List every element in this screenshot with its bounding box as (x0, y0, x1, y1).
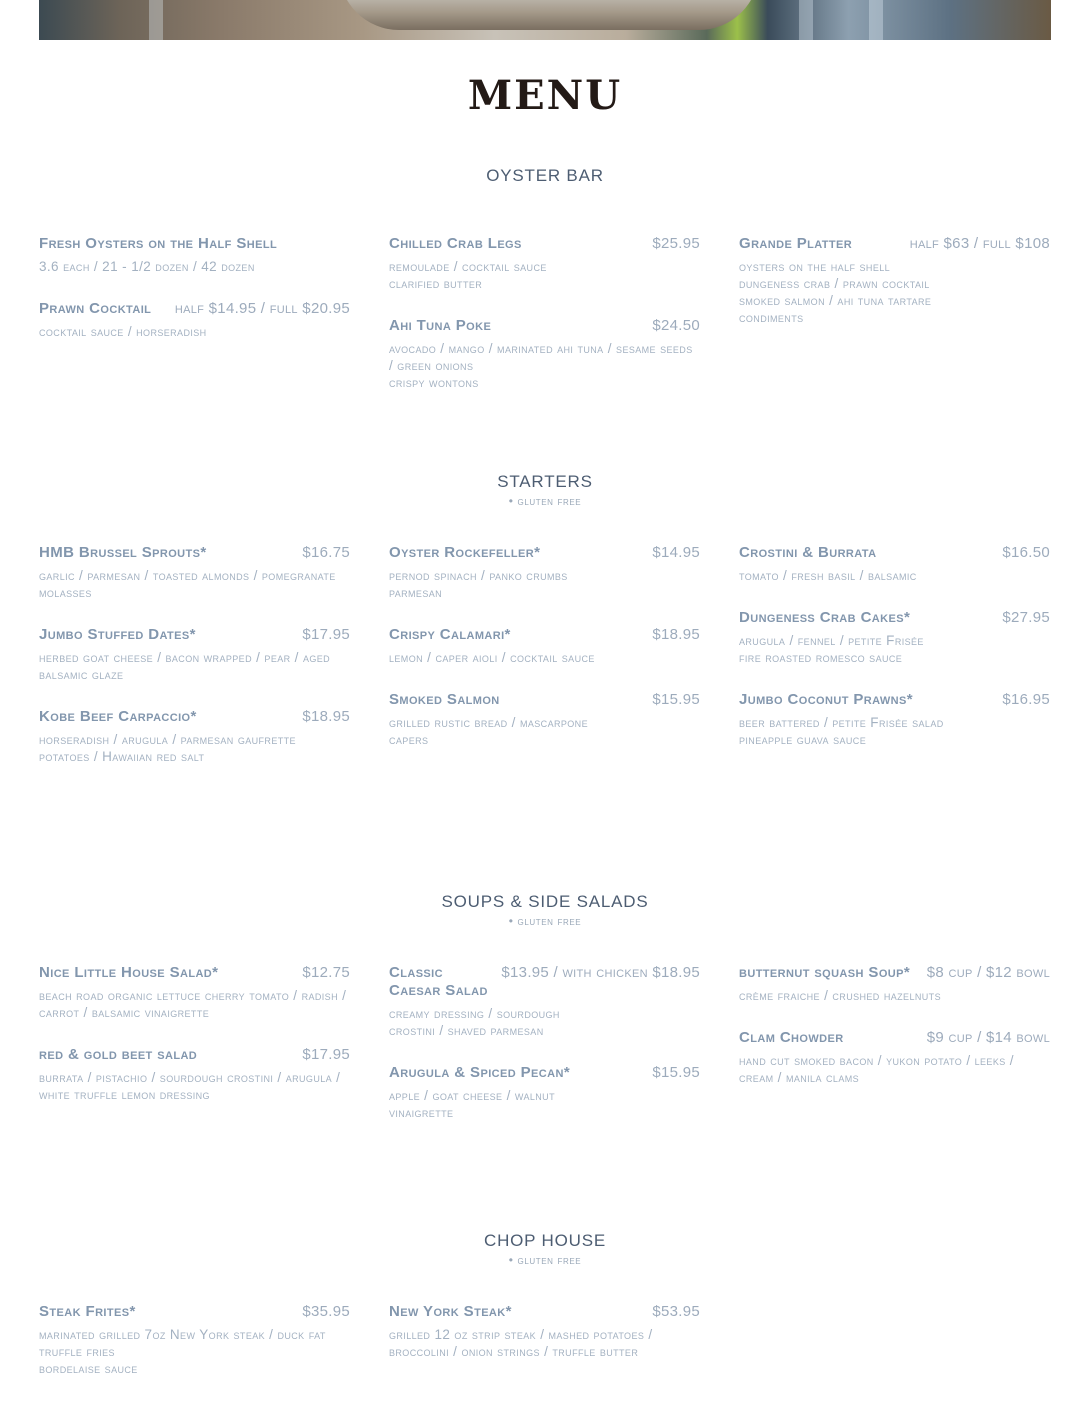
glass-shape (149, 0, 163, 40)
menu-item (389, 691, 700, 748)
description-line: crème fraiche / crushed hazelnuts (739, 988, 941, 1003)
section-subtitle: • gluten free (508, 1253, 582, 1267)
description-line: garlic / parmesan / toasted almonds / pomegranate molasses (39, 568, 336, 600)
menu-item-name: Oyster Rockefeller* (389, 544, 541, 561)
menu-item-name: Crostini & Burrata (739, 544, 877, 561)
description-line: oysters on the half shell (739, 259, 891, 274)
menu-item (39, 235, 350, 275)
menu-item-price: $16.75 (302, 544, 350, 561)
description-line: fire roasted romesco sauce (739, 650, 903, 665)
menu-section (39, 1231, 1051, 1402)
menu-item-description (389, 1326, 700, 1360)
menu-item-header (39, 964, 350, 982)
menu-item-header (39, 300, 350, 318)
menu-item-name: Nice Little House Salad* (39, 964, 219, 981)
description-line: clarified butter (389, 276, 483, 291)
menu-item-price: $8 cup / $12 bowl (926, 964, 1050, 981)
menu-item-description (739, 1052, 1050, 1086)
menu-item (389, 235, 700, 292)
description-line: lemon / caper aioli / cocktail sauce (389, 650, 595, 665)
description-line: crostini / shaved parmesan (389, 1023, 544, 1038)
menu-column (389, 235, 700, 416)
menu-item-header (389, 626, 700, 644)
menu-item (739, 691, 1050, 748)
menu-item (389, 317, 700, 391)
menu-item-header (739, 964, 1050, 982)
menu-item (39, 544, 350, 601)
section-subtitle: • gluten free (508, 914, 582, 928)
menu-item (39, 626, 350, 683)
menu-item-price: $9 cup / $14 bowl (926, 1029, 1050, 1046)
menu-item-name: Prawn Cocktail (39, 300, 152, 317)
description-line: arugula / fennel / petite Frisée (739, 633, 924, 648)
description-line: pernod spinach / panko crumbs (389, 568, 568, 583)
menu-item-name: Jumbo Stuffed Dates* (39, 626, 196, 643)
menu-item (39, 300, 350, 340)
description-line: apple / goat cheese / walnut (389, 1088, 555, 1103)
menu-item-name: Fresh Oysters on the Half Shell (39, 235, 278, 252)
section-heading: CHOP HOUSE (484, 1231, 606, 1250)
menu-item-description (39, 731, 350, 765)
menu-item-header (739, 691, 1050, 709)
menu-column (39, 235, 350, 416)
menu-item-header (39, 544, 350, 562)
menu-item-description (39, 987, 350, 1021)
section-subtitle: • gluten free (508, 494, 582, 508)
menu-item-name: New York Steak* (389, 1303, 512, 1320)
menu-item-header (389, 691, 700, 709)
menu-item-description (389, 340, 700, 391)
bowl-shape (339, 0, 759, 30)
menu-item-header (389, 317, 700, 335)
description-line: beer battered / petite Frisée salad (739, 715, 944, 730)
menu-item-price: $25.95 (652, 235, 700, 252)
menu-item-name: Clam Chowder (739, 1029, 844, 1046)
menu-item-price: $16.50 (1002, 544, 1050, 561)
description-line: grilled rustic bread / mascarpone (389, 715, 588, 730)
description-line: creamy dressing / sourdough (389, 1006, 560, 1021)
page-title: MENU (467, 72, 623, 119)
menu-item-header (39, 235, 350, 253)
menu-item (39, 1303, 350, 1377)
menu-item-price: $18.95 (652, 626, 700, 643)
description-line: 3.6 each / 21 - 1/2 dozen / 42 dozen (39, 259, 255, 274)
menu-item-description (389, 1087, 700, 1121)
menu-item-name: Classic Caesar Salad (389, 964, 488, 999)
section-heading: STARTERS (497, 472, 593, 491)
menu-item (389, 1303, 700, 1360)
menu-item (739, 235, 1050, 326)
menu-item-name: Ahi Tuna Poke (389, 317, 492, 334)
menu-item-name: Kobe Beef Carpaccio* (39, 708, 197, 725)
menu-item-description (389, 649, 700, 666)
menu-item-price: $17.95 (302, 626, 350, 643)
description-line: remoulade / cocktail sauce (389, 259, 547, 274)
menu-item-description (39, 323, 350, 340)
menu-item-name: butternut squash Soup* (739, 964, 911, 981)
menu-item-price: $13.95 / with chicken $18.95 (501, 964, 700, 981)
menu-item-description (389, 258, 700, 292)
menu-item-header (739, 235, 1050, 253)
menu-column (389, 544, 700, 790)
menu-item-price: $35.95 (302, 1303, 350, 1320)
menu-column (39, 964, 350, 1146)
menu-item-price: half $63 / full $108 (909, 235, 1050, 252)
menu-item (739, 1029, 1050, 1086)
hero-image (39, 0, 1051, 40)
menu-item-header (739, 544, 1050, 562)
menu-item-name: red & gold beet salad (39, 1046, 198, 1063)
menu-item-price: $24.50 (652, 317, 700, 334)
description-line: capers (389, 732, 429, 747)
menu-item-price: $15.95 (652, 691, 700, 708)
menu-item-description (389, 1005, 700, 1039)
menu-item-header (389, 235, 700, 253)
description-line: parmesan (389, 585, 443, 600)
menu-item-description (39, 1069, 350, 1103)
menu-item-header (739, 609, 1050, 627)
menu-column (389, 1303, 700, 1402)
description-line: burrata / pistachio / sourdough crostini / arugula / white truffle lemon dressing (39, 1070, 341, 1102)
menu-item-name: Dungeness Crab Cakes* (739, 609, 911, 626)
menu-item-price: $17.95 (302, 1046, 350, 1063)
menu-item-header (389, 544, 700, 562)
menu-section (39, 166, 1051, 416)
menu-column (739, 1303, 1050, 1402)
menu-section (39, 472, 1051, 790)
description-line: herbed goat cheese / bacon wrapped / pear / aged balsamic glaze (39, 650, 331, 682)
menu-item (739, 609, 1050, 666)
menu-item-header (389, 964, 700, 1000)
menu-item-description (39, 1326, 350, 1377)
menu-item-price: $15.95 (652, 1064, 700, 1081)
section-heading: SOUPS & SIDE SALADS (441, 892, 649, 911)
menu-item (389, 1064, 700, 1121)
menu-item-name: Chilled Crab Legs (389, 235, 522, 252)
menu-column (389, 964, 700, 1146)
menu-columns (39, 544, 1051, 790)
menu-item (739, 964, 1050, 1004)
menu-item-name: Smoked Salmon (389, 691, 500, 708)
menu-item (39, 964, 350, 1021)
menu-item-name: HMB Brussel Sprouts* (39, 544, 207, 561)
glass-shape (869, 0, 883, 40)
description-line: crispy wontons (389, 375, 479, 390)
menu-section (39, 892, 1051, 1146)
description-line: beach road organic lettuce cherry tomato / radish / carrot / balsamic vinaigrette (39, 988, 347, 1020)
menu-item-description (739, 567, 1050, 584)
menu-column (739, 544, 1050, 790)
menu-item-price: $27.95 (1002, 609, 1050, 626)
menu-column (39, 1303, 350, 1402)
description-line: tomato / fresh basil / balsamic (739, 568, 917, 583)
menu-item-header (39, 708, 350, 726)
menu-item-name: Crispy Calamari* (389, 626, 511, 643)
menu-item-name: Jumbo Coconut Prawns* (739, 691, 913, 708)
menu-item (39, 708, 350, 765)
menu-item-header (39, 1046, 350, 1064)
menu-item-price: $18.95 (302, 708, 350, 725)
menu-item (389, 626, 700, 666)
menu-item-description (739, 987, 1050, 1004)
section-heading: OYSTER BAR (486, 166, 604, 185)
menu-item-description (389, 567, 700, 601)
menu-columns (39, 964, 1051, 1146)
menu-item-price: $12.75 (302, 964, 350, 981)
menu-item (39, 1046, 350, 1103)
menu-item-header (39, 1303, 350, 1321)
description-line: bordelaise sauce (39, 1361, 138, 1376)
menu-item-header (389, 1064, 700, 1082)
menu-item-description (739, 714, 1050, 748)
menu-item-header (389, 1303, 700, 1321)
menu-item (739, 544, 1050, 584)
menu-item-name: Arugula & Spiced Pecan* (389, 1064, 571, 1081)
description-line: vinaigrette (389, 1105, 454, 1120)
menu-item-header (739, 1029, 1050, 1047)
description-line: pineapple guava sauce (739, 732, 867, 747)
description-line: smoked salmon / ahi tuna tartare (739, 293, 932, 308)
menu-item-description (39, 258, 350, 275)
menu-item-price: $53.95 (652, 1303, 700, 1320)
description-line: dungeness crab / prawn cocktail (739, 276, 930, 291)
menu-item-price: half $14.95 / full $20.95 (174, 300, 350, 317)
menu-item-description (39, 567, 350, 601)
menu-column (739, 235, 1050, 416)
menu-item (389, 544, 700, 601)
glass-shape (799, 0, 813, 40)
description-line: cocktail sauce / horseradish (39, 324, 207, 339)
menu-item-name: Steak Frites* (39, 1303, 136, 1320)
menu-item-header (39, 626, 350, 644)
menu-item-description (739, 258, 1050, 326)
menu-item-description (39, 649, 350, 683)
description-line: hand cut smoked bacon / yukon potato / leeks / cream / manila clams (739, 1053, 1014, 1085)
menu-item-description (739, 632, 1050, 666)
menu-item-description (389, 714, 700, 748)
menu-item-price: $16.95 (1002, 691, 1050, 708)
description-line: condiments (739, 310, 804, 325)
description-line: grilled 12 oz strip steak / mashed potatoes / broccolini / onion strings / truffle butter (389, 1327, 653, 1359)
menu-column (739, 964, 1050, 1146)
menu-item-name: Grande Platter (739, 235, 853, 252)
description-line: marinated grilled 7oz New York steak / duck fat truffle fries (39, 1327, 326, 1359)
description-line: avocado / mango / marinated ahi tuna / sesame seeds / green onions (389, 341, 693, 373)
description-line: horseradish / arugula / parmesan gaufrette potatoes / Hawaiian red salt (39, 732, 296, 764)
menu-item-price: $14.95 (652, 544, 700, 561)
menu-columns (39, 235, 1051, 416)
menu-item (389, 964, 700, 1039)
menu-columns (39, 1303, 1051, 1402)
menu-column (39, 544, 350, 790)
